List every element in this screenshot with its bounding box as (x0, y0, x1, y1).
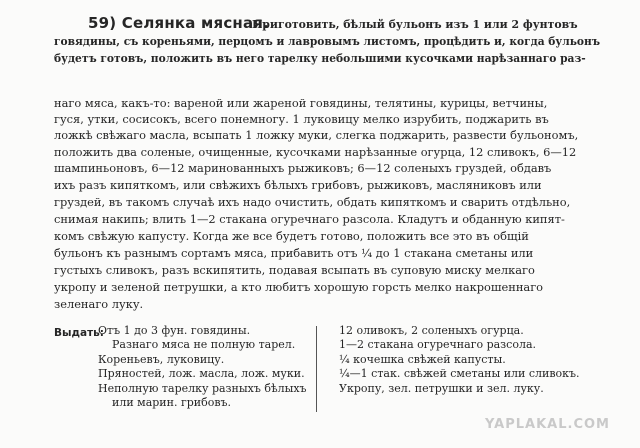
body-line: укропу и зеленой петрушки, а кто любитъ хорошую горсть мелко накрошеннаго (54, 280, 544, 294)
ingredient-item: Пряностей, лож. масла, лож. муки. (98, 367, 305, 381)
watermark: YAPLAKAL.COM (485, 417, 610, 432)
ingredient-item: Кореньевъ, луковицу. (98, 352, 225, 366)
ingredient-item: 1—2 стакана огуречнаго разсола. (339, 338, 536, 352)
body-line: комъ свѣжую капусту. Когда же все будетъ готово, положить все это въ общій (54, 229, 529, 243)
body-line: положить два соленые, очищенные, кусочками нарѣзанные огурца, 12 сливокъ, 6—12 (54, 145, 577, 159)
body-line: густыхъ сливокъ, разъ вскипятить, подавая всыпать въ суповую миску мелкаго (54, 263, 535, 277)
body-line: бульонъ къ разнымъ сортамъ мяса, прибавить отъ ¼ до 1 стакана сметаны или (54, 246, 534, 260)
ingredient-item: ¼—1 стак. свѣжей сметаны или сливокъ. (339, 367, 580, 381)
body-line: груздей, въ такомъ случаѣ ихъ надо очистить, обдать кипяткомъ и сварить отдѣльно, (54, 195, 571, 209)
body-line: наго мяса, какъ-то: вареной или жареной говядины, телятины, курицы, ветчины, (54, 96, 548, 110)
column-divider (316, 326, 317, 412)
ingredient-item: Укропу, зел. петрушки и зел. луку. (339, 381, 544, 395)
body-line: говядины, съ кореньями, перцомъ и лавровымъ листомъ, процѣдить и, когда бульонъ (54, 35, 600, 48)
body-line: зеленаго луку. (54, 297, 144, 311)
body-line: будетъ готовъ, положить въ него тарелку небольшими кусочками нарѣзаннаго раз- (54, 52, 586, 65)
ingredient-item: Отъ 1 до 3 фун. говядины. (98, 324, 251, 337)
recipe-title: 59) Селянка мясная. (88, 14, 270, 32)
ingredient-item: или марин. грибовъ. (112, 396, 232, 410)
yield-label: Выдать: (54, 327, 104, 339)
body-line: ложкѣ свѣжаго масла, всыпать 1 ложку муки, слегка поджарить, развести бульономъ, (54, 128, 579, 142)
ingredient-item: Разнаго мяса не полную тарел. (112, 338, 296, 352)
body-line: Приготовить, бѣлый бульонъ изъ 1 или 2 фунтовъ (252, 18, 578, 31)
body-line: снимая накипь; влить 1—2 стакана огуречнаго разсола. Кладутъ и обданную кипят- (54, 212, 565, 226)
ingredient-item: ¼ кочешка свѣжей капусты. (339, 352, 506, 366)
body-line: ихъ разъ кипяткомъ, или свѣжихъ бѣлыхъ грибовъ, рыжиковъ, масляниковъ или (54, 178, 542, 192)
ingredients-right-column (339, 324, 580, 396)
ingredient-item: Неполную тарелку разныхъ бѣлыхъ (98, 381, 307, 395)
body-line: гуся, утки, сосисокъ, всего понемногу. 1 луковицу мелко изрубить, поджарить въ (54, 112, 549, 126)
ingredients-left-column (98, 324, 307, 410)
ingredient-item: 12 оливокъ, 2 соленыхъ огурца. (339, 324, 524, 337)
body-line: шампиньоновъ, 6—12 маринованныхъ рыжиковъ; 6—12 соленыхъ груздей, обдавъ (54, 161, 552, 175)
